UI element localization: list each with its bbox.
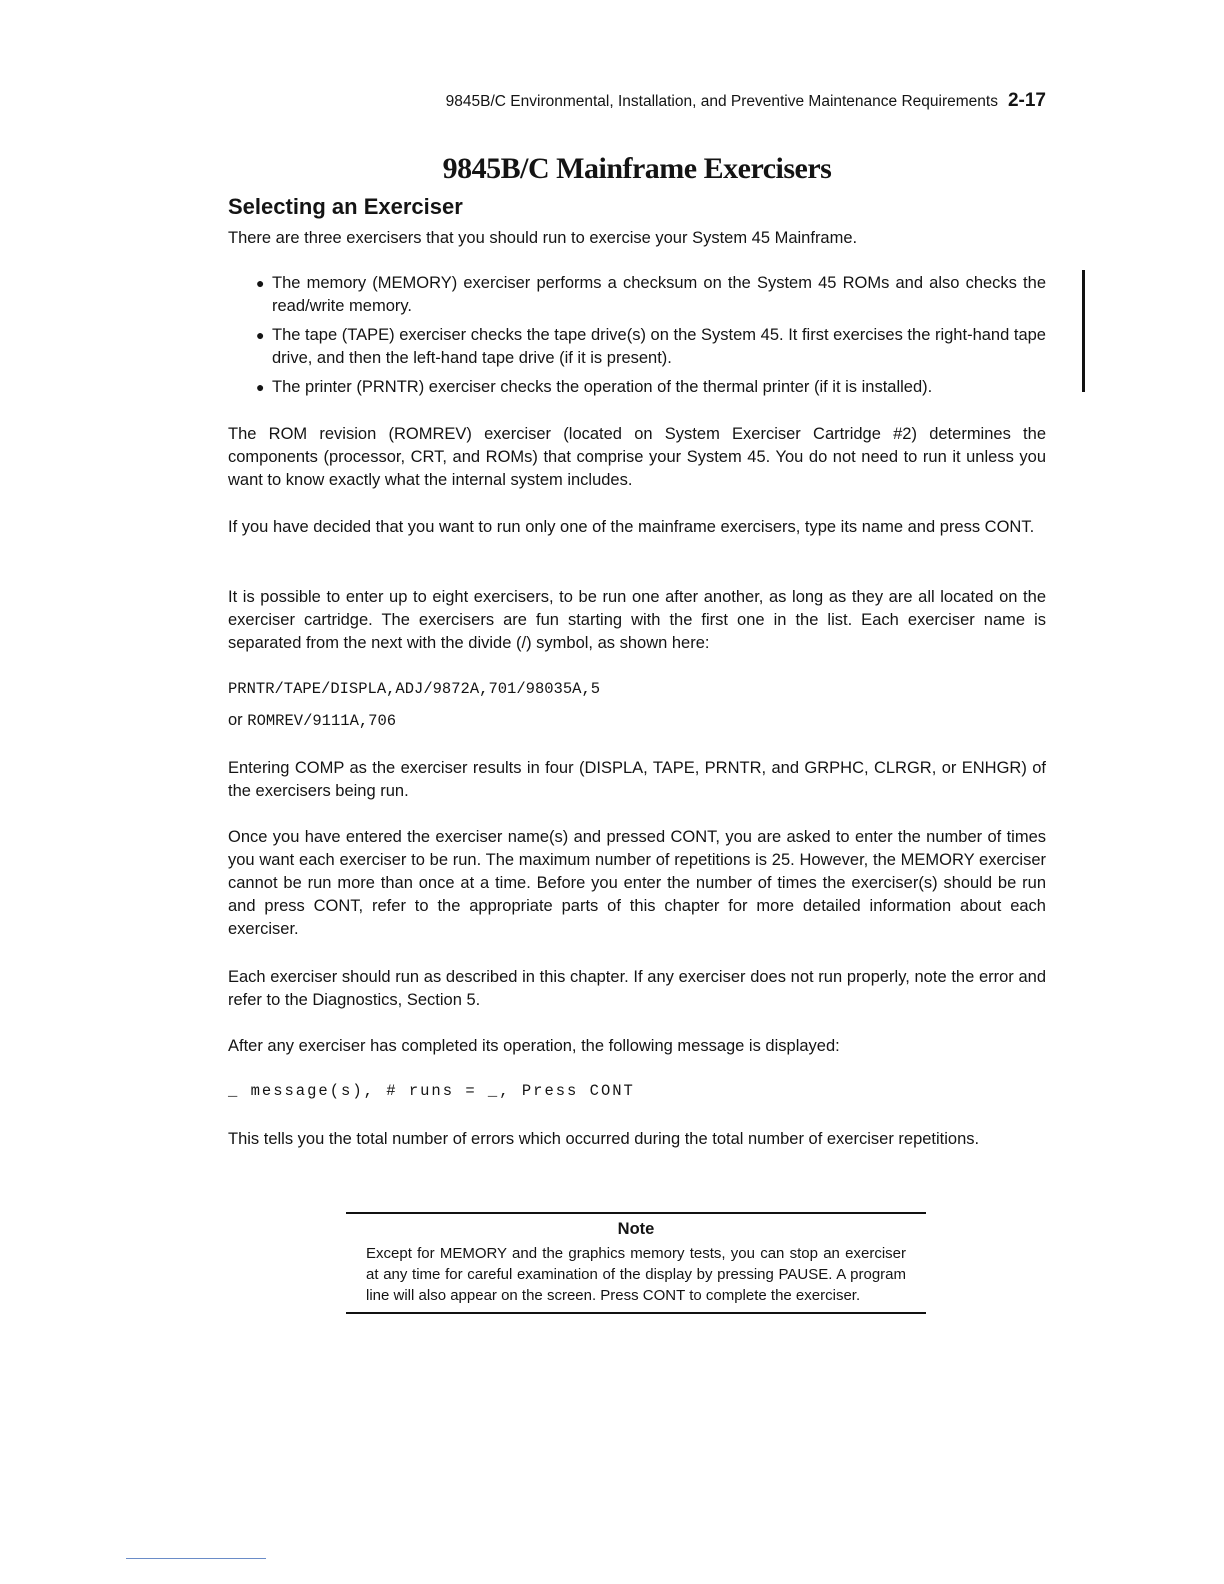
footer-line <box>126 1558 266 1559</box>
list-item <box>256 324 1046 370</box>
change-bar <box>1082 270 1085 392</box>
code-example-line-2 <box>228 711 396 730</box>
errors-paragraph: Each exerciser should run as described in this chapter. If any exerciser does not run properly, note the error and refer to the Diagnostics, Section 5. <box>228 968 1046 1009</box>
bullet-icon: ● <box>256 379 265 395</box>
note-text: Except for MEMORY and the graphics memory tests, you can stop an exerciser at any time for careful examination of the display by pressing PAUSE. A program line will also appear on the screen. Press CONT to complete the exerciser. <box>366 1245 906 1304</box>
page-title: 9845B/C Mainframe Exercisers <box>442 152 832 185</box>
list-item-text: The memory (MEMORY) exerciser performs a checksum on the System 45 ROMs and also checks the read/write memory. <box>272 274 1046 315</box>
list-item <box>256 272 1046 318</box>
code-example-text: ROMREV/9111A,706 <box>247 712 397 730</box>
running-header <box>340 90 1046 112</box>
list-item-text: The printer (PRNTR) exerciser checks the operation of the thermal printer (if it is installed). <box>272 378 933 396</box>
exerciser-list <box>256 272 1046 405</box>
tells-paragraph: This tells you the total number of errors which occurred during the total number of exerciser repetitions. <box>228 1130 980 1148</box>
code-example-line-1: PRNTR/TAPE/DISPLA,ADJ/9872A,701/98035A,5 <box>228 680 601 698</box>
running-title: 9845B/C Environmental, Installation, and Preventive Maintenance Requirements <box>445 93 998 110</box>
comp-paragraph: Entering COMP as the exerciser results in four (DISPLA, TAPE, PRNTR, and GRPHC, CLRGR, or ENHGR) of the exercisers being run. <box>228 759 1046 800</box>
after-paragraph: After any exerciser has completed its operation, the following message is displayed: <box>228 1037 840 1055</box>
repetitions-paragraph: Once you have entered the exerciser name(s) and pressed CONT, you are asked to enter the number of times you want each exerciser to be run. The maximum number of repetitions is 25. However, the MEMORY exerciser cannot be run more than once at a time. Before you enter the number of times the exerciser(s) should be run and press CONT, refer to the appropriate parts of this chapter for more detailed information about each exerciser. <box>228 828 1046 938</box>
multiple-exercisers-paragraph: It is possible to enter up to eight exercisers, to be run one after another, as long as they are all located on the exerciser cartridge. The exercisers are fun starting with the first one in the list. Each exerciser name is separated from the next with the divide (/) symbol, as shown here: <box>228 588 1046 652</box>
bullet-icon: ● <box>256 327 265 343</box>
single-exerciser-paragraph: If you have decided that you want to run only one of the mainframe exercisers, type its name and press CONT. <box>228 518 1035 536</box>
list-item <box>256 376 1046 399</box>
completion-message: _ message(s), # runs = _, Press CONT <box>228 1082 635 1100</box>
code-example-prefix: or <box>228 711 248 729</box>
romrev-paragraph: The ROM revision (ROMREV) exerciser (located on System Exerciser Cartridge #2) determines the components (processor, CRT, and ROMs) that comprise your System 45. You do not need to run it unless you want to know exactly what the internal system includes. <box>228 425 1046 489</box>
list-item-text: The tape (TAPE) exerciser checks the tape drive(s) on the System 45. It first exercises the right-hand tape drive, and then the left-hand tape drive (if it is present). <box>272 326 1046 367</box>
page-number: 2-17 <box>1007 90 1046 111</box>
note-box <box>346 1212 926 1314</box>
intro-paragraph: There are three exercisers that you should run to exercise your System 45 Mainframe. <box>228 229 858 247</box>
bullet-icon: ● <box>256 275 265 291</box>
section-heading: Selecting an Exerciser <box>228 194 463 219</box>
note-title: Note <box>617 1220 655 1238</box>
